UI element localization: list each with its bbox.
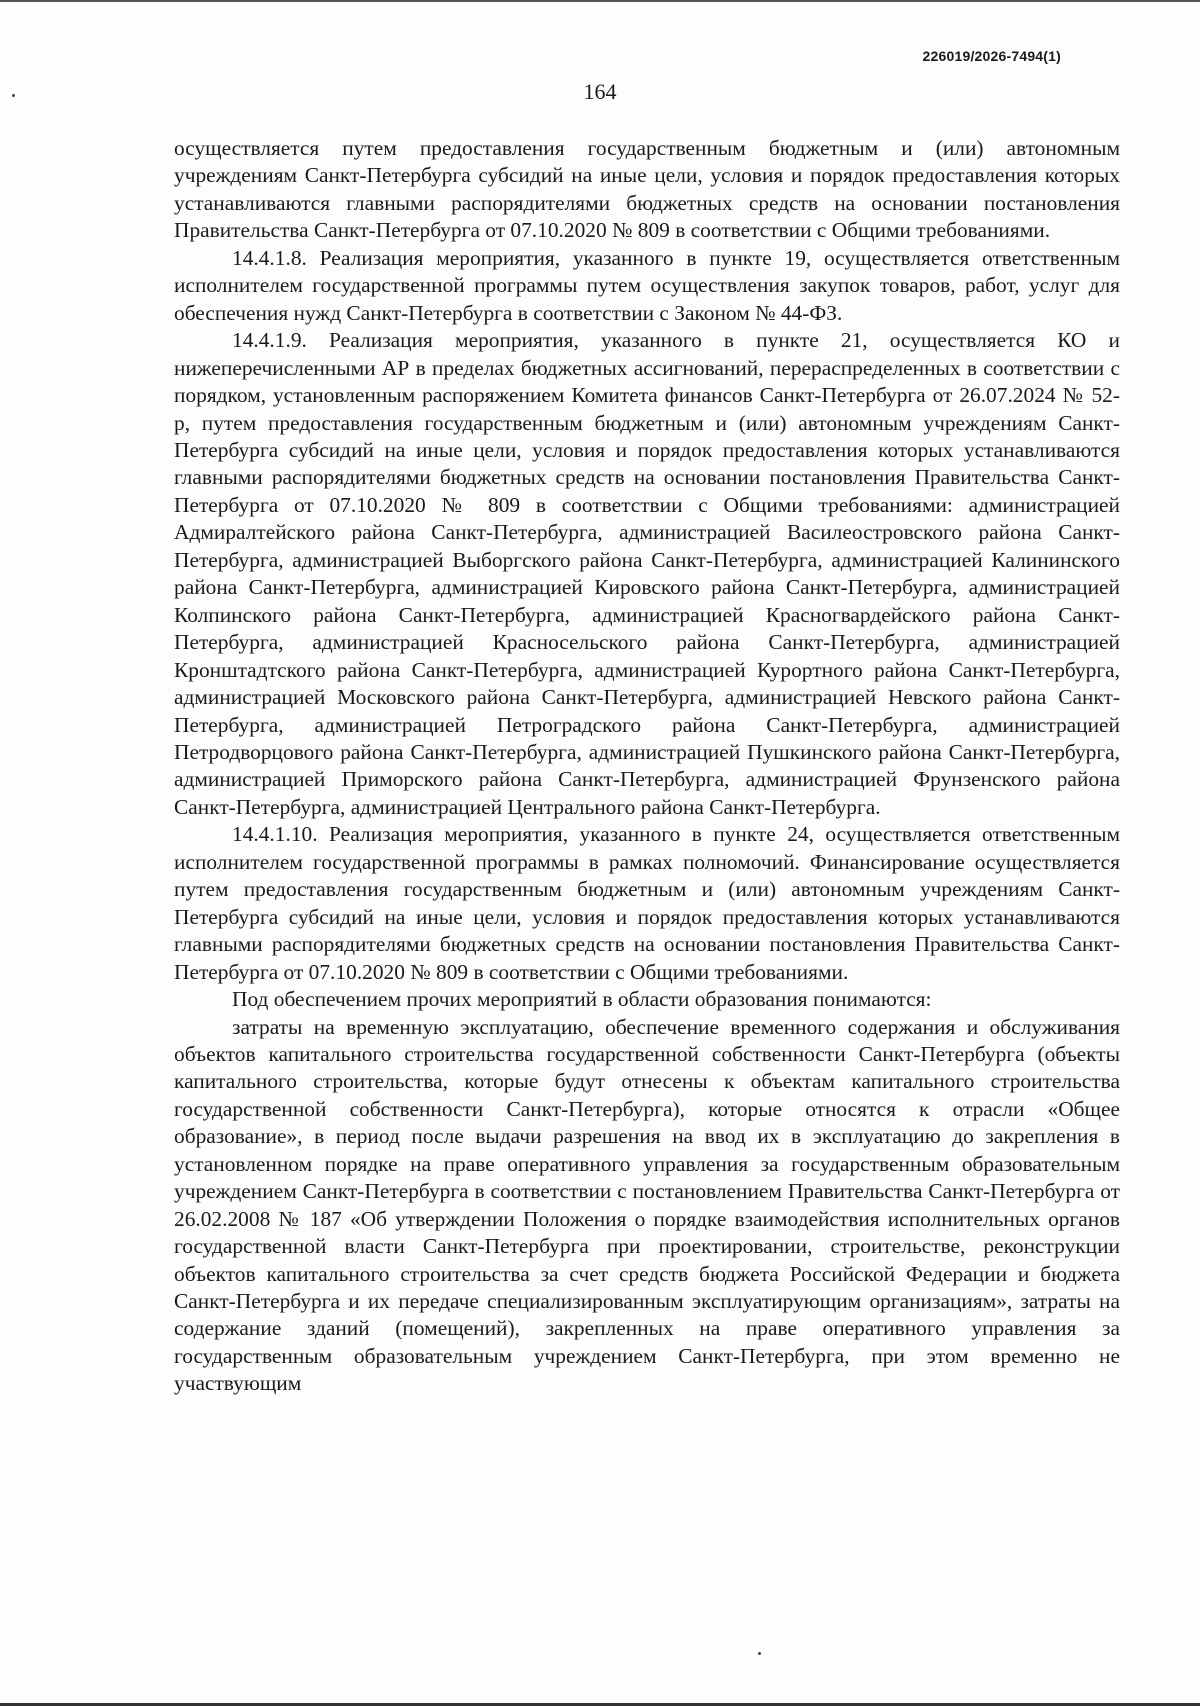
document-body [174, 135, 1120, 1398]
paragraph-other-measures-intro: Под обеспечением прочих мероприятий в области образования понимаются: [232, 987, 932, 1012]
paragraph-14-4-1-10: 14.4.1.10. Реализация мероприятия, указанного в пункте 24, осуществляется ответственным исполнителем государственной программы в рамках полномочий. Финансирование осуществляется путем предоставления государственным бюджетным и (или) автономным учреждениям Санкт-Петербурга субсидий на иные цели, условия и порядок предоставления которых устанавливаются главными распорядителями бюджетных средств на основании постановления Правительства Санкт-Петербурга от 07.10.2020 № 809 в соответствии с Общими требованиями. [174, 822, 1120, 984]
paragraph-expenses: затраты на временную эксплуатацию, обеспечение временного содержания и обслуживания объектов капитального строительства государственной собственности Санкт-Петербурга (объекты капитального строительства, которые будут отнесены к объектам капитального строительства государственной собственности Санкт-Петербурга), которые относятся к отрасли «Общее образование», в период после выдачи разрешения на ввод их в эксплуатацию до закрепления в установленном порядке на праве оперативного управления за государственным образовательным учреждением Санкт-Петербурга в соответствии с постановлением Правительства Санкт-Петербурга от 26.02.2008 № 187 «Об утверждении Положения о порядке взаимодействия исполнительных органов государственной власти Санкт-Петербурга при проектировании, строительстве, реконструкции объектов капитального строительства за счет средств бюджета Российской Федерации и бюджета Санкт-Петербурга и их передаче специализированным эксплуатирующим организациям», затраты на содержание зданий (помещений), закрепленных на праве оперативного управления за государственным образовательным учреждением Санкт-Петербурга, при этом временно не участвующим [174, 1014, 1120, 1396]
document-id: 226019/2026-7494(1) [922, 48, 1061, 64]
scan-speck [758, 1652, 761, 1655]
paragraph-continuation: осуществляется путем предоставления государственным бюджетным и (или) автономным учреждениям Санкт-Петербурга субсидий на иные цели, условия и порядок предоставления которых устанавливаются главными распорядителями бюджетных средств на основании постановления Правительства Санкт-Петербурга от 07.10.2020 № 809 в соответствии с Общими требованиями. [174, 136, 1120, 243]
paragraph-14-4-1-9: 14.4.1.9. Реализация мероприятия, указанного в пункте 21, осуществляется КО и нижеперечисленными АР в пределах бюджетных ассигнований, перераспределенных в соответствии с порядком, установленным распоряжением Комитета финансов Санкт-Петербурга от 26.07.2024 № 52-р, путем предоставления государственным бюджетным и (или) автономным учреждениям Санкт-Петербурга субсидий на иные цели, условия и порядок предоставления которых устанавливаются главными распорядителями бюджетных средств на основании постановления Правительства Санкт-Петербурга от 07.10.2020 № 809 в соответствии с Общими требованиями: администрацией Адмиралтейского района Санкт-Петербурга, администрацией Василеостровского района Санкт-Петербурга, администрацией Выборгского района Санкт-Петербурга, администрацией Калининского района Санкт-Петербурга, администрацией Кировского района Санкт-Петербурга, администрацией Колпинского района Санкт-Петербурга, администрацией Красногвардейского района Санкт-Петербурга, администрацией Красносельского района Санкт-Петербурга, администрацией Кронштадтского района Санкт-Петербурга, администрацией Курортного района Санкт-Петербурга, администрацией Московского района Санкт-Петербурга, администрацией Невского района Санкт-Петербурга, администрацией Петроградского района Санкт-Петербурга, администрацией Петродворцового района Санкт-Петербурга, администрацией Пушкинского района Санкт-Петербурга, администрацией Приморского района Санкт-Петербурга, администрацией Фрунзенского района Санкт-Петербурга, администрацией Центрального района Санкт-Петербурга. [174, 328, 1120, 819]
scan-speck [12, 94, 15, 97]
page-number: 164 [583, 79, 617, 104]
paragraph-14-4-1-8: 14.4.1.8. Реализация мероприятия, указанного в пункте 19, осуществляется ответственным исполнителем государственной программы путем осуществления закупок товаров, работ, услуг для обеспечения нужд Санкт-Петербурга в соответствии с Законом № 44-ФЗ. [174, 245, 1120, 325]
scan-border-top [0, 0, 1200, 2]
